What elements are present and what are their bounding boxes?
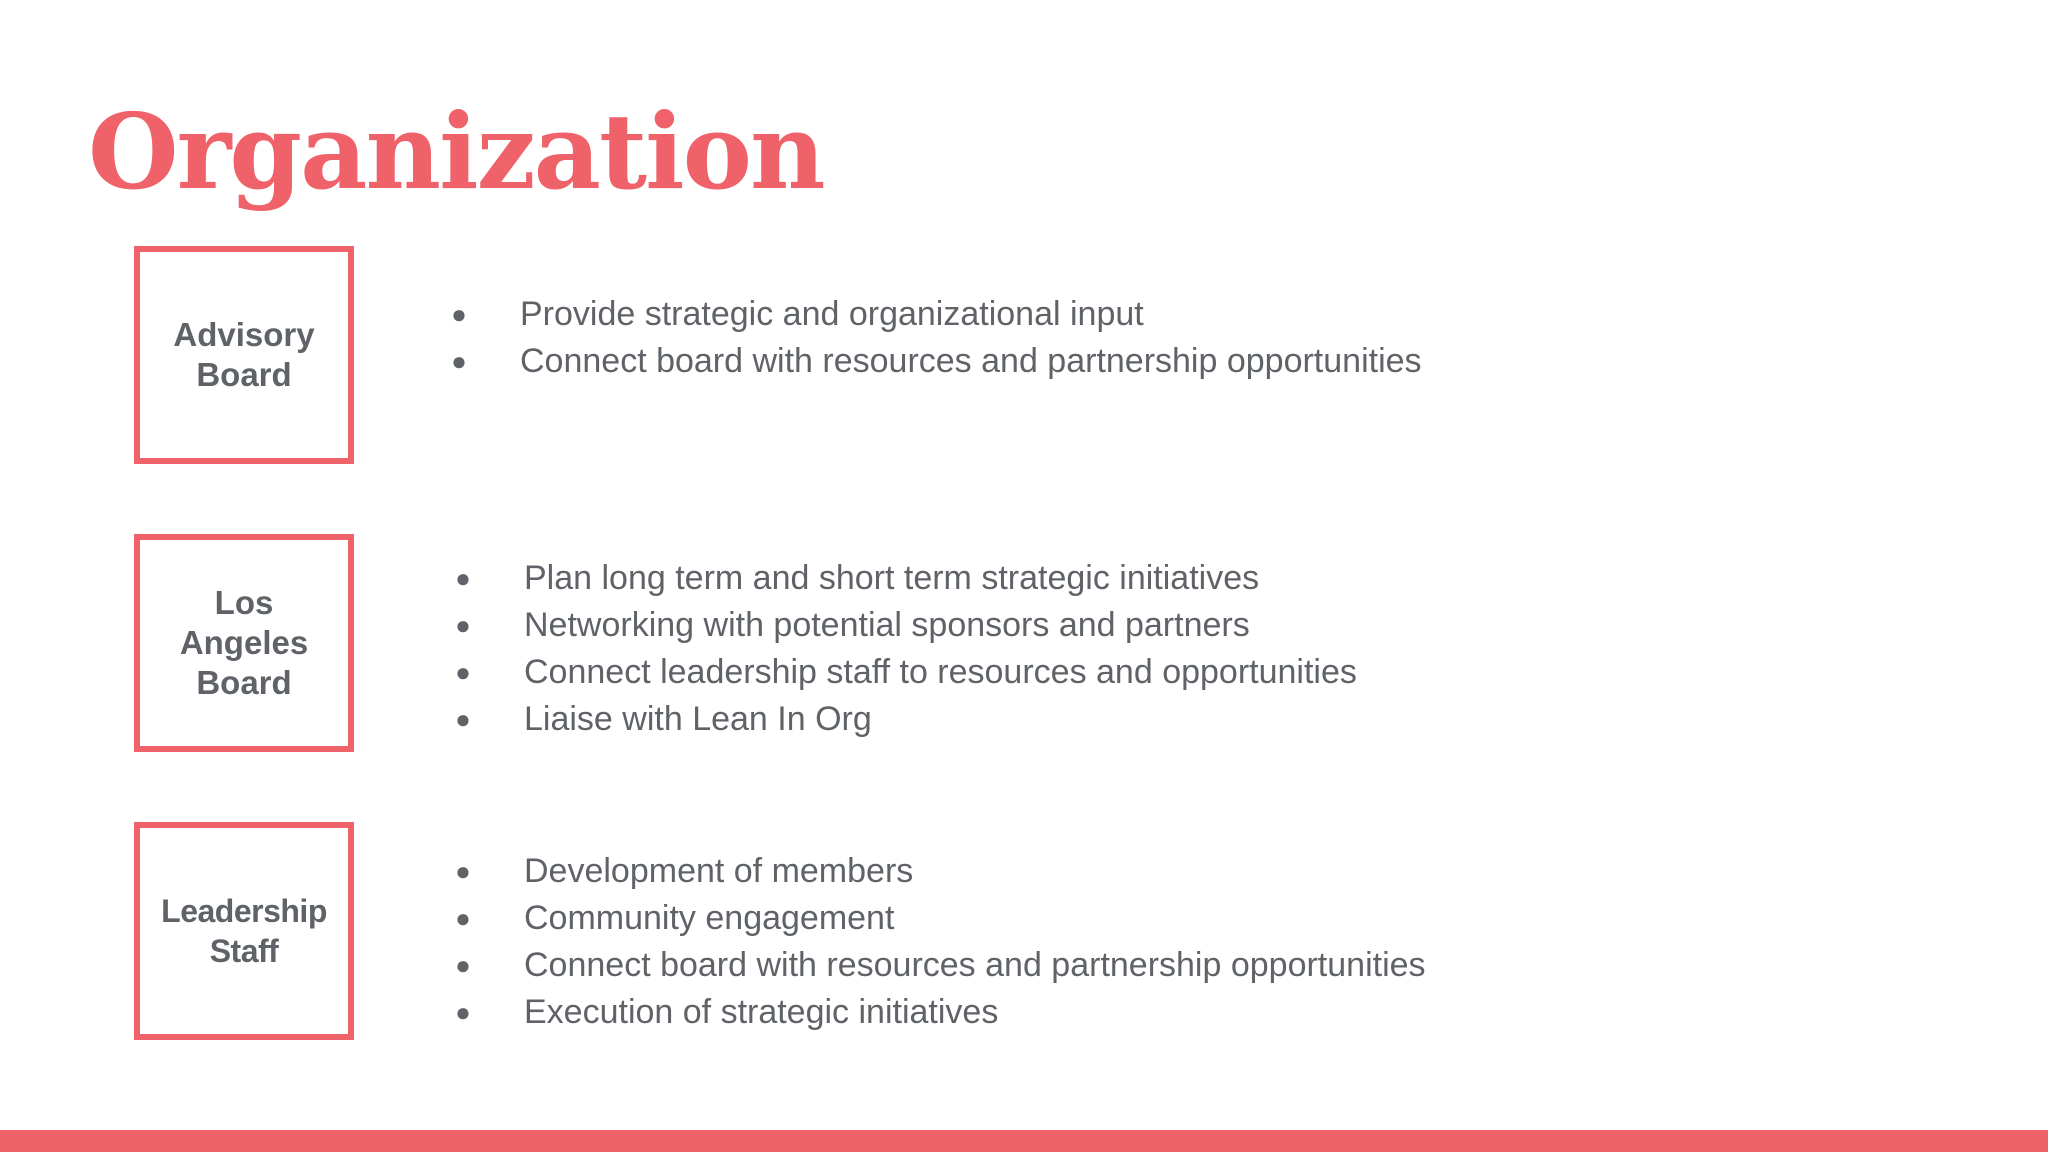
los-angeles-board-bullet-list — [452, 555, 1357, 743]
advisory-board-bullet-list — [448, 291, 1422, 385]
bullet-icon: ● — [455, 610, 471, 640]
list-item: ● Development of members — [452, 848, 1426, 895]
leadership-staff-box — [134, 822, 354, 1040]
list-item: ● Connect leadership staff to resources and opportunities — [452, 649, 1357, 696]
bottom-accent-bar — [0, 1130, 2048, 1152]
advisory-board-label: Advisory Board — [173, 316, 315, 393]
list-item: ● Community engagement — [452, 895, 1426, 942]
bullet-icon: ● — [455, 903, 471, 933]
bullet-icon: ● — [451, 346, 467, 376]
list-item: ● Execution of strategic initiatives — [452, 989, 1426, 1036]
list-item: ● Plan long term and short term strategic initiatives — [452, 555, 1357, 602]
los-angeles-board-box — [134, 534, 354, 752]
bullet-icon: ● — [455, 563, 471, 593]
list-item: ● Networking with potential sponsors and partners — [452, 602, 1357, 649]
list-item: ● Connect board with resources and partnership opportunities — [448, 338, 1422, 385]
los-angeles-board-label: Los Angeles Board — [179, 584, 309, 701]
list-item: ● Connect board with resources and partnership opportunities — [452, 942, 1426, 989]
list-item: ● Liaise with Lean In Org — [452, 696, 1357, 743]
leadership-staff-bullet-list — [452, 848, 1426, 1036]
bullet-icon: ● — [451, 299, 467, 329]
bullet-icon: ● — [455, 657, 471, 687]
slide-title: Organization — [88, 90, 824, 213]
leadership-staff-label: Leadership Staff — [161, 893, 327, 969]
bullet-icon: ● — [455, 950, 471, 980]
list-item: ● Provide strategic and organizational input — [448, 291, 1422, 338]
advisory-board-box — [134, 246, 354, 464]
bullet-icon: ● — [455, 997, 471, 1027]
bullet-icon: ● — [455, 704, 471, 734]
bullet-icon: ● — [455, 856, 471, 886]
